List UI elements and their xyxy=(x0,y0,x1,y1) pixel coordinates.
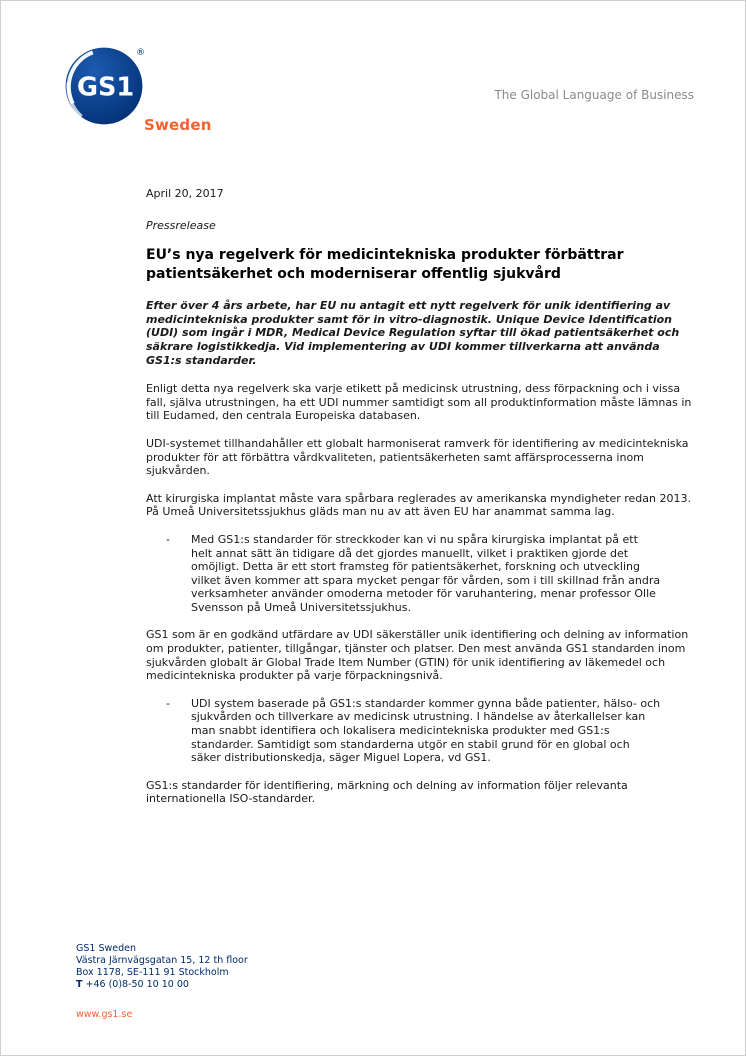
paragraph-text: Med GS1:s standarder för streckkoder kan vi nu spåra kirurgiska implantat på ett helt annat sätt än tidigare då det gjordes manuellt, vilket i praktiken gjorde det omöjligt. Detta är ett stort framsteg för patientsäkerhet, forskning och utveckling vilket även kommer att spara mycket pengar för vården, som i till skillnad från andra verksamheter använder omoderna metoder för varuhantering, menar professor Olle Svensson på Umeå Universitetssjukhus. xyxy=(191,532,661,614)
bullet-dash: - xyxy=(166,696,170,710)
document-body xyxy=(146,187,692,820)
paragraph: Enligt detta nya regelverk ska varje etikett på medicinsk utrustning, dess förpackning och i vissa fall, själva utrustningen, ha ett UDI nummer samtidigt som all produktinformation måste lämnas in till Eudamed, den centrala Europeiska databasen. xyxy=(146,382,692,423)
footer-website-link[interactable]: www.gs1.se xyxy=(76,1009,133,1020)
document-title: EU’s nya regelverk för medicintekniska produkter förbättrar patientsäkerhet och moderniserar offentlig sjukvård xyxy=(146,247,624,283)
document-date: April 20, 2017 xyxy=(146,187,224,200)
footer-phone-number: +46 (0)8-50 10 10 00 xyxy=(85,979,189,990)
footer-phone-label: T xyxy=(76,979,83,990)
paragraphs xyxy=(146,382,692,806)
gs1-logo xyxy=(64,46,156,136)
paragraph: Att kirurgiska implantat måste vara spårbara reglerades av amerikanska myndigheter redan 2013. På Umeå Universitetssjukhus gläds man nu av att även EU har anammat samma lag. xyxy=(146,491,691,519)
bullet-dash: - xyxy=(166,532,170,546)
brand-region-label: Sweden xyxy=(144,116,212,134)
paragraph: GS1:s standarder för identifiering, märkning och delning av information följer relevanta internationella ISO-standarder. xyxy=(146,778,628,806)
paragraph: UDI-systemet tillhandahåller ett globalt harmoniserat ramverk för identifiering av medicintekniska produkter för att förbättra vårdkvaliteten, patientsäkerheten samt affärsprocesserna inom sjukvården. xyxy=(146,436,689,478)
svg-text:GS1: GS1 xyxy=(76,72,135,103)
registered-trademark: ® xyxy=(136,48,145,58)
paragraph: GS1 som är en godkänd utfärdare av UDI säkerställer unik identifiering och delning av information om produkter, patienter, tillgångar, tjänster och platser. Den mest använda GS1 standarden inom sjukvården globalt är Global Trade Item Number (GTIN) för unik identifiering av läkemedel och medicintekniska produkter på varje förpackningsnivå. xyxy=(146,628,689,683)
document-type-label: Pressrelease xyxy=(146,218,216,232)
brand-tagline: The Global Language of Business xyxy=(494,88,694,102)
gs1-logo-icon xyxy=(64,46,144,126)
bullet-paragraph xyxy=(146,697,692,765)
footer-phone-line xyxy=(76,979,248,991)
bullet-paragraph xyxy=(146,533,692,615)
paragraph-text: UDI system baserade på GS1:s standarder kommer gynna både patienter, hälso- och sjukvården och tillverkare av medicinsk utrustning. I händelse av återkallelser kan man snabbt identifiera och lokalisera medicintekniska produkter med GS1:s standarder. Samtidigt som standarderna utgör en stabil grund för en global och säker distributionskedja, säger Miguel Lopera, vd GS1. xyxy=(191,696,661,765)
lead-paragraph: Efter över 4 års arbete, har EU nu antagit ett nytt regelverk för unik identifiering av medicintekniska produkter samt för in vitro-diagnostik. Unique Device Identification (UDI) som ingår i MDR, Medical Device Regulation syftar till ökad patientsäkerhet och säkrare logistikkedja. Vid implementering av UDI kommer tillverkarna att använda GS1:s standarder. xyxy=(146,299,680,367)
footer xyxy=(76,943,248,991)
footer-address-line1: Västra Järnvägsgatan 15, 12 th floor xyxy=(76,955,248,966)
footer-address-line2: Box 1178, SE-111 91 Stockholm xyxy=(76,967,229,978)
footer-company: GS1 Sweden xyxy=(76,943,136,954)
